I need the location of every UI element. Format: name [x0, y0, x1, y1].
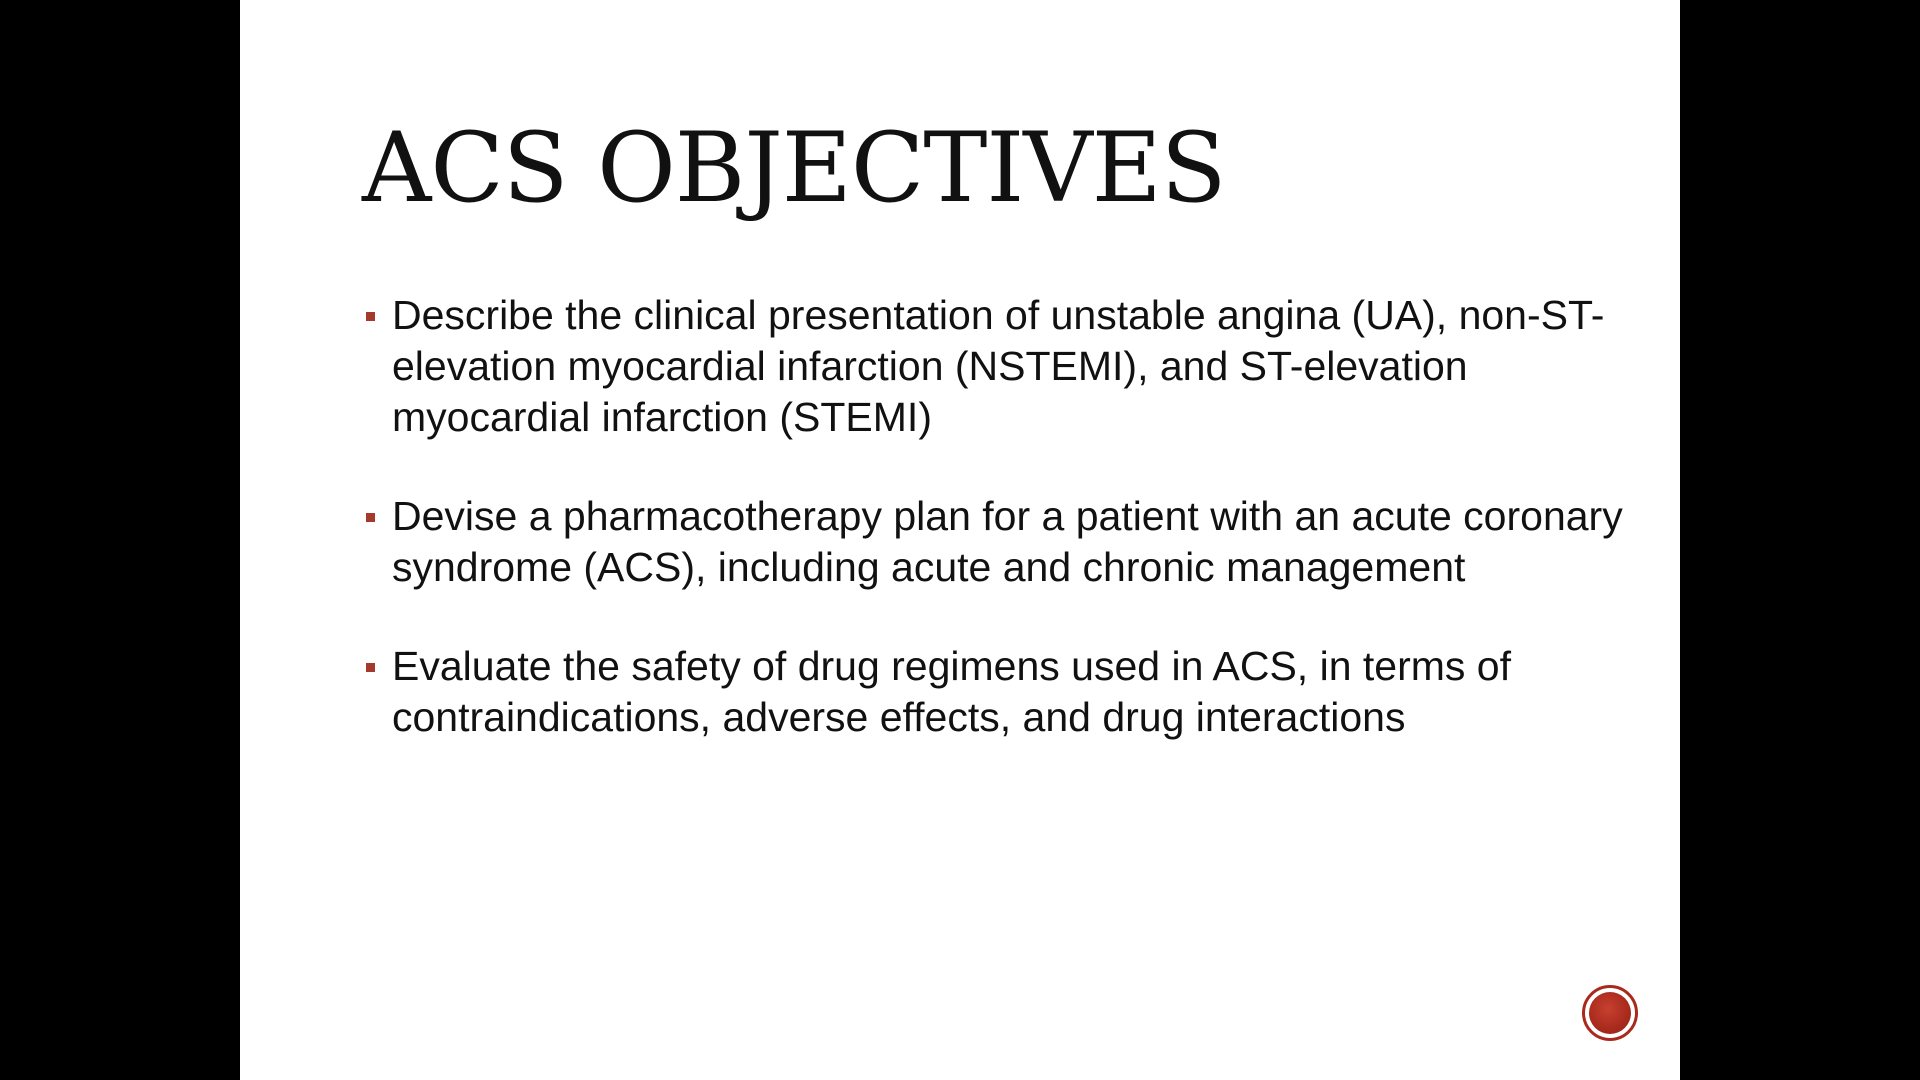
objective-text: Evaluate the safety of drug regimens used in ACS, in terms of contraindications, adverse effects, and drug interactions [392, 643, 1511, 740]
objective-text: Describe the clinical presentation of unstable angina (UA), non-ST-elevation myocardial infarction (NSTEMI), and ST-elevation myocardial infarction (STEMI) [392, 292, 1605, 440]
slide-title: ACS OBJECTIVES [362, 112, 1226, 224]
objective-item [362, 491, 1652, 593]
square-bullet-icon [366, 312, 375, 321]
slide [240, 0, 1680, 1080]
red-circle-button-icon [1589, 992, 1631, 1034]
objective-item [362, 641, 1652, 743]
slide-nav-button[interactable] [1582, 985, 1638, 1041]
square-bullet-icon [366, 663, 375, 672]
objectives-list [362, 290, 1652, 791]
objective-item [362, 290, 1652, 443]
square-bullet-icon [366, 513, 375, 522]
objective-text: Devise a pharmacotherapy plan for a patient with an acute coronary syndrome (ACS), including acute and chronic management [392, 493, 1623, 590]
